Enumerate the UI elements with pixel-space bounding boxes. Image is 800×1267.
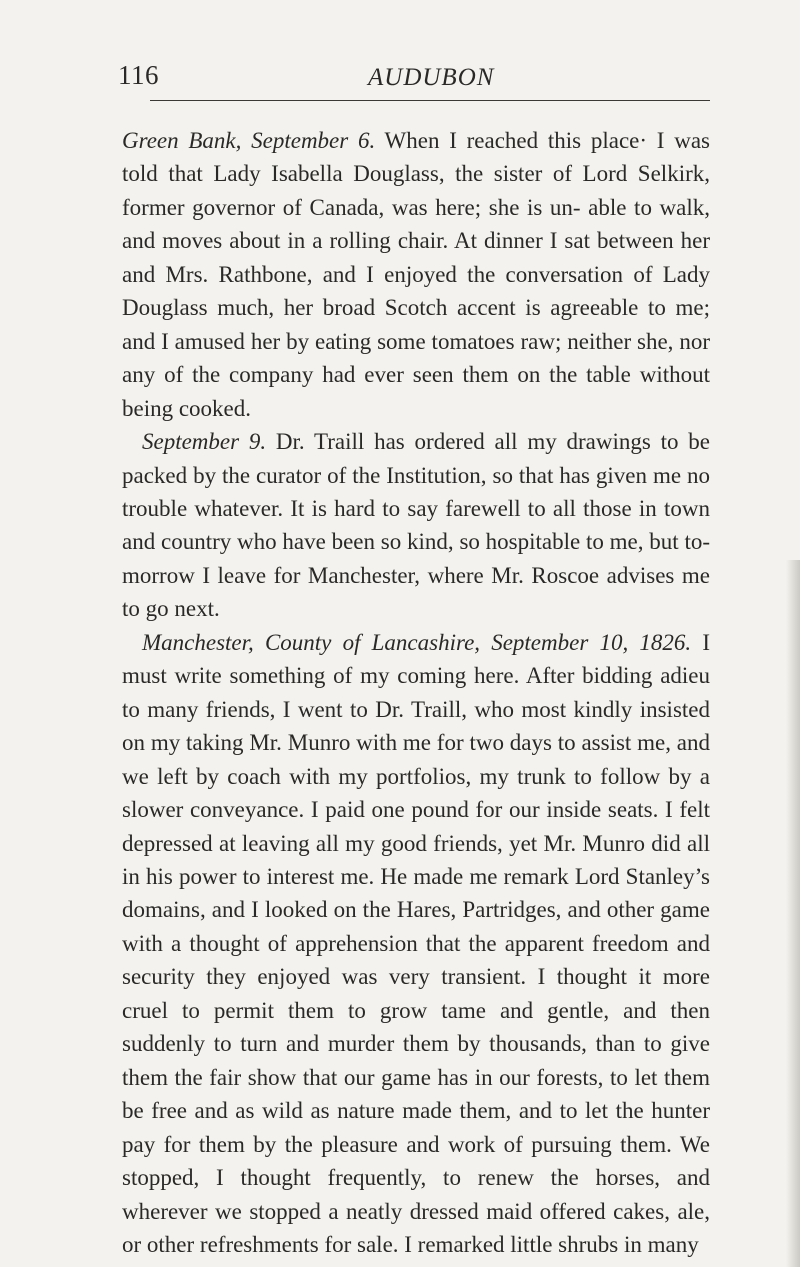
journal-entry — [122, 626, 710, 1262]
body-text — [122, 124, 710, 1261]
entry-dateline: September 9. — [142, 429, 267, 455]
header-rule — [150, 100, 710, 101]
entry-dateline: Manchester, County of Lancashire, September 10, 1826. — [142, 629, 692, 655]
journal-entry — [122, 124, 710, 425]
page-edge-shadow — [786, 560, 800, 1267]
entry-dateline: Green Bank, September 6. — [122, 128, 376, 153]
entry-text: When I reached this place· I was told that Lady Isabella Douglass, the sister of Lord Selkirk, former governor of Canada, was here; she is un- able to walk, and moves about in a rolling chair. At dinner I sat between her and Mrs. Rathbone, and I enjoyed the conversation of Lady Douglass much, her broad Scotch accent is agreeable to me; and I amused her by eating some tomatoes raw; neither she, nor any of the company had ever seen them on the table without being cooked. — [122, 128, 710, 421]
entry-text: I must write something of my coming here. After bidding adieu to many friends, I went to Dr. Traill, who most kindly insisted on my taking Mr. Munro with me for two days to assist me, and we left by coach with my portfolios, my trunk to follow by a slower conveyance. I paid one pound for our inside seats. I felt depressed at leaving all my good friends, yet Mr. Munro did all in his power to interest me. He made me remark Lord Stanley’s domains, and I looked on the Hares, Partridges, and other game with a thought of apprehension that the apparent freedom and security they enjoyed was very transient. I thought it more cruel to permit them to grow tame and gentle, and then suddenly to turn and murder them by thousands, than to give them the fair show that our game has in our forests, to let them be free and as wild as nature made them, and to let the hunter pay for them by the pleasure and work of pursuing them. We stopped, I thought frequently, to renew the horses, and wherever we stopped a neatly dressed maid offered cakes, ale, or other refreshments for sale. I remarked little shrubs in many — [122, 629, 710, 1257]
page-number: 116 — [118, 60, 159, 90]
entry-text: Dr. Traill has ordered all my drawings to be packed by the curator of the Institution, so that has given me no trouble whatever. It is hard to say farewell to all those in town and country who have been so kind, so hospitable to me, but to-morrow I leave for Manchester, where Mr. Roscoe advises me to go next. — [122, 429, 711, 622]
journal-entry — [122, 425, 710, 626]
running-head: AUDUBON — [368, 64, 495, 91]
